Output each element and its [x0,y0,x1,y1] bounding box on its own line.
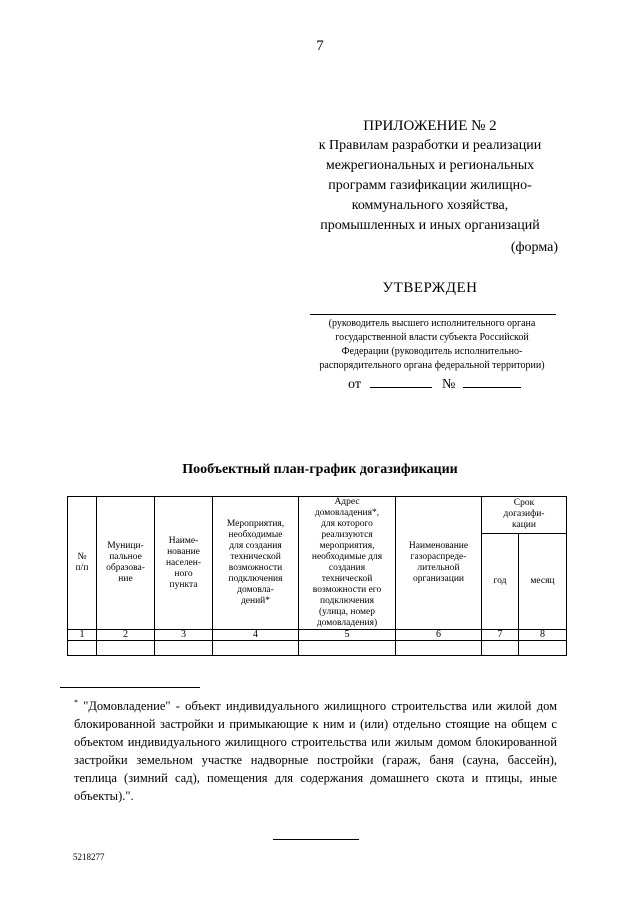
footnote-text: "Домовладение" - объект индивидуального жилищного строительства или жилой дом блокированной застройки и примыкающие к ним и (или) отдельно стоящие на общем с объектом индивидуального жилищного строительства или жилым домом блокированной застройки земельном участке надворные постройки (гараж, баня (сауна, бассейн), теплица (зимний сад), помещения для содержания домашнего скота и птицы, иные объекты).". [74,699,557,804]
appendix-line: межрегиональных и региональных [325,158,535,173]
page-number: 7 [316,38,324,54]
form-label: (форма) [510,240,558,255]
column-number: 4 [213,630,299,641]
date-blank [370,377,432,388]
column-number: 2 [97,630,155,641]
column-number: 8 [519,630,567,641]
col-header-gas-org: Наименование газораспреде- лительной организации [396,497,482,630]
column-number: 5 [299,630,396,641]
signer-line: Федерации (руководитель исполнительно- [341,346,523,357]
signer-line: распорядительного органа федеральной территории) [319,360,545,371]
signer-line: (руководитель высшего исполнительного органа [328,318,536,329]
appendix-header [290,116,570,236]
empty-row [68,641,567,656]
signer-line: государственной власти субъекта Российской [335,332,529,343]
column-number-row [68,630,567,641]
col-header-address: Адрес домовладения*, для которого реализуются мероприятия, необходимые для создания технической возможности его подключения (улица, номер домовладения) [299,497,396,630]
table-title: Пообъектный план-график догазификации [182,462,458,477]
date-number-row [348,377,521,393]
column-number: 1 [68,630,97,641]
appendix-line: программ газификации жилищно- [328,178,532,193]
col-header-month: месяц [519,533,567,629]
date-from-label: от [348,377,361,392]
appendix-line: промышленных и иных организаций [320,218,540,233]
col-header-measures: Мероприятия, необходимые для создания технической возможности подключения домовла- дений* [213,497,299,630]
document-code: 5218277 [73,852,105,862]
number-label: № [441,377,456,392]
col-header-year: год [482,533,519,629]
number-blank [463,377,521,388]
appendix-line: коммунального хозяйства, [351,198,509,213]
signature-line [310,314,556,315]
plan-table [67,496,567,656]
footnote-separator [60,687,200,688]
column-number: 6 [396,630,482,641]
col-header-deadline: Срок догазифи- кации [482,497,567,534]
col-header-settlement: Наиме- нование населен- ного пункта [155,497,213,630]
footnote-mark: * [74,698,78,707]
end-line [273,839,359,840]
appendix-title: ПРИЛОЖЕНИЕ № 2 [363,118,497,134]
approved-title: УТВЕРЖДЕН [382,280,478,296]
column-number: 7 [482,630,519,641]
column-number: 3 [155,630,213,641]
footnote [74,694,557,805]
appendix-line: к Правилам разработки и реализации [318,138,542,153]
signer-description [300,317,564,373]
col-header-number: № п/п [68,497,97,630]
col-header-municipality: Муници- пальное образова- ние [97,497,155,630]
